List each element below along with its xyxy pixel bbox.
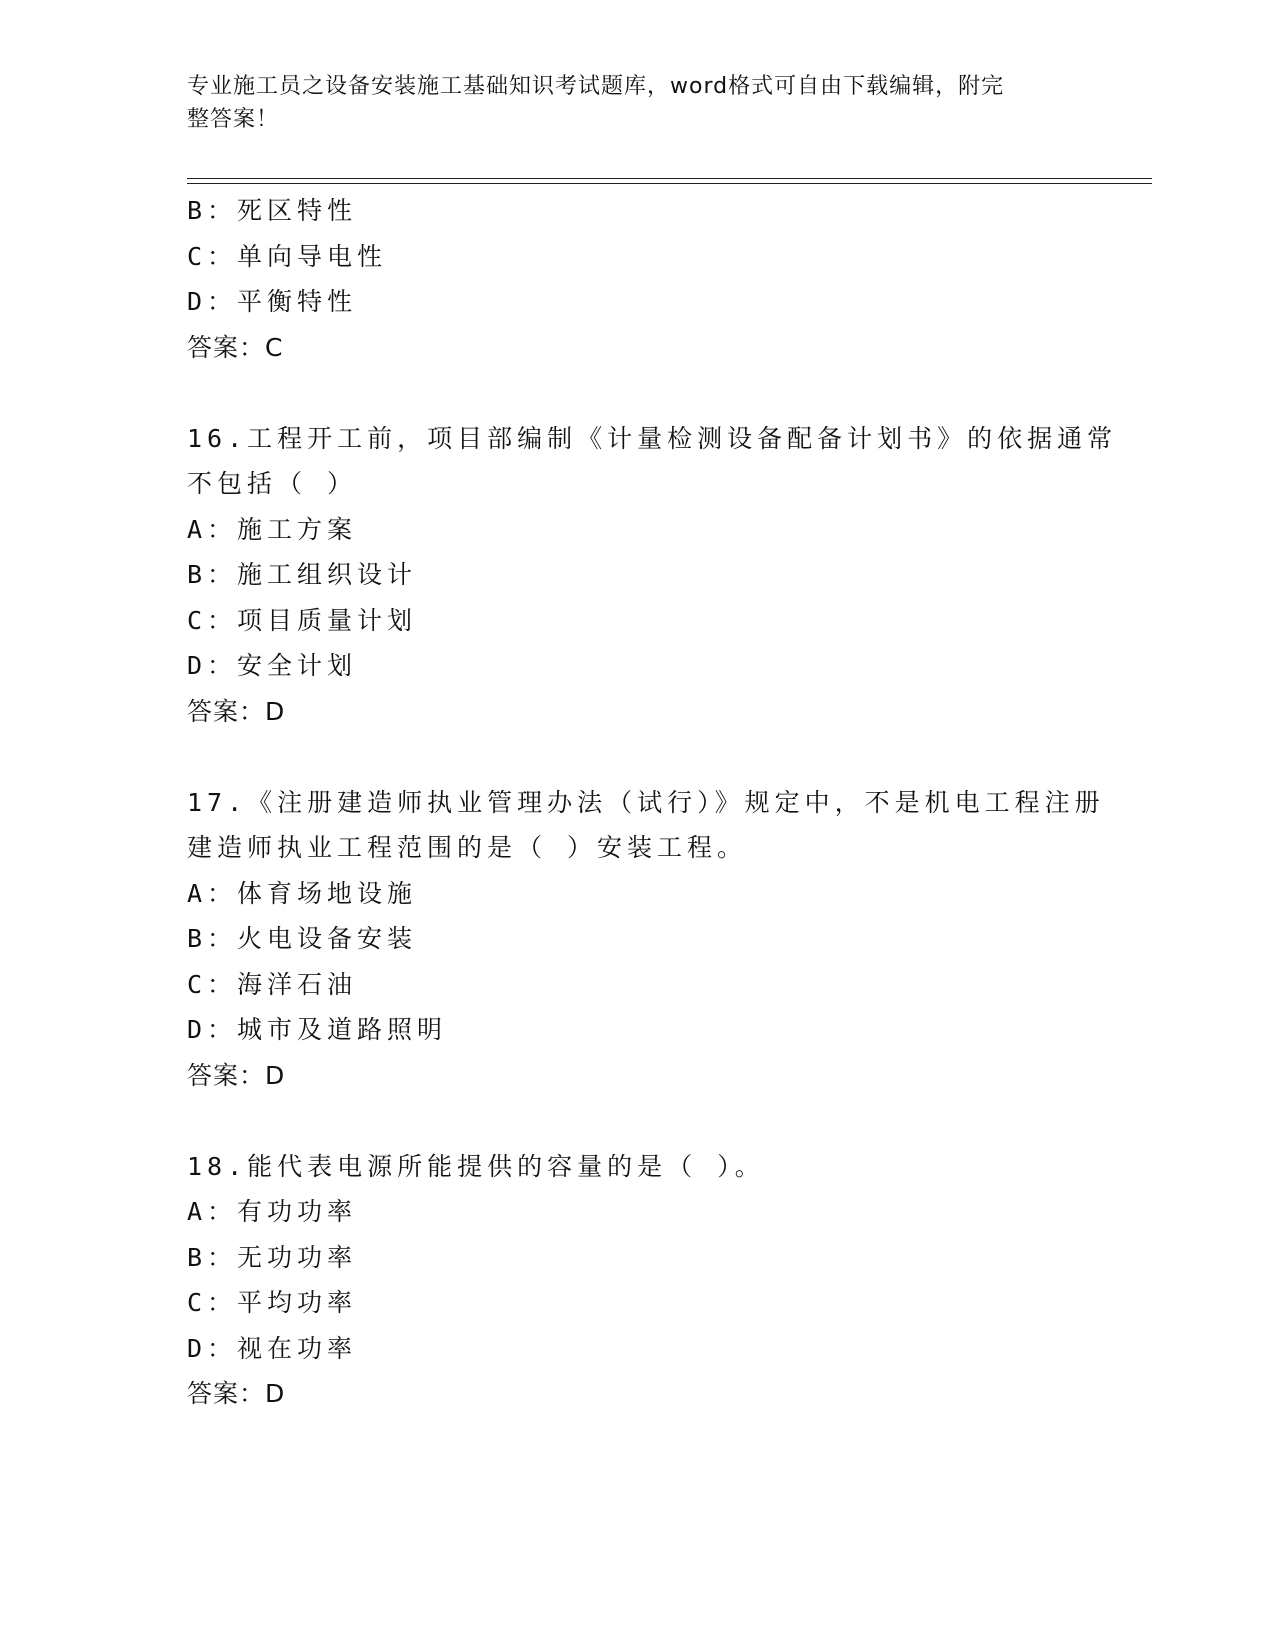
option-a: A：施工方案 bbox=[187, 514, 358, 544]
spacer bbox=[187, 734, 1087, 780]
option-a: A：体育场地设施 bbox=[187, 878, 418, 908]
document-header bbox=[187, 70, 1087, 136]
question-list bbox=[187, 188, 1118, 1417]
question-15-continued bbox=[187, 188, 1087, 370]
answer-line: 答案：D bbox=[187, 696, 286, 726]
spacer bbox=[187, 1098, 1087, 1144]
option-a: A：有功功率 bbox=[187, 1197, 358, 1226]
option-d: D：安全计划 bbox=[187, 651, 358, 680]
option-c: C：平均功率 bbox=[187, 1288, 358, 1317]
option-b: B：施工组织设计 bbox=[187, 560, 418, 589]
header-line-1: 专业施工员之设备安装施工基础知识考试题库，word格式可自由下载编辑，附完 bbox=[187, 74, 1005, 99]
question-stem-line: 17.《注册建造师执业管理办法（试行）》规定中，不是机电工程注册 bbox=[187, 787, 1105, 817]
option-b: B：火电设备安装 bbox=[187, 924, 418, 953]
question-18 bbox=[187, 1144, 1087, 1417]
header-divider-top bbox=[187, 178, 1152, 179]
option-d: D：城市及道路照明 bbox=[187, 1015, 448, 1044]
header-divider-bottom bbox=[187, 183, 1152, 184]
answer-line: 答案：D bbox=[187, 1060, 286, 1090]
answer-line: 答案：D bbox=[187, 1379, 286, 1408]
option-d: D：视在功率 bbox=[187, 1333, 358, 1363]
question-17 bbox=[187, 780, 1105, 1099]
option-c: C：海洋石油 bbox=[187, 969, 358, 999]
question-stem-line: 建造师执业工程范围的是（ ）安装工程。 bbox=[187, 833, 748, 862]
option-c: C：项目质量计划 bbox=[187, 605, 418, 635]
header-line-2: 整答案！ bbox=[187, 107, 280, 132]
option-b: B：死区特性 bbox=[187, 196, 358, 225]
question-16 bbox=[187, 416, 1118, 735]
answer-line: 答案：C bbox=[187, 332, 284, 362]
spacer bbox=[187, 370, 1087, 416]
option-c: C：单向导电性 bbox=[187, 241, 388, 271]
option-b: B：无功功率 bbox=[187, 1242, 358, 1272]
question-stem-line: 不包括（ ） bbox=[187, 469, 358, 498]
option-d: D：平衡特性 bbox=[187, 287, 358, 316]
question-stem-line: 18.能代表电源所能提供的容量的是（ ）。 bbox=[187, 1151, 765, 1181]
question-stem-line: 16.工程开工前，项目部编制《计量检测设备配备计划书》的依据通常 bbox=[187, 423, 1118, 453]
